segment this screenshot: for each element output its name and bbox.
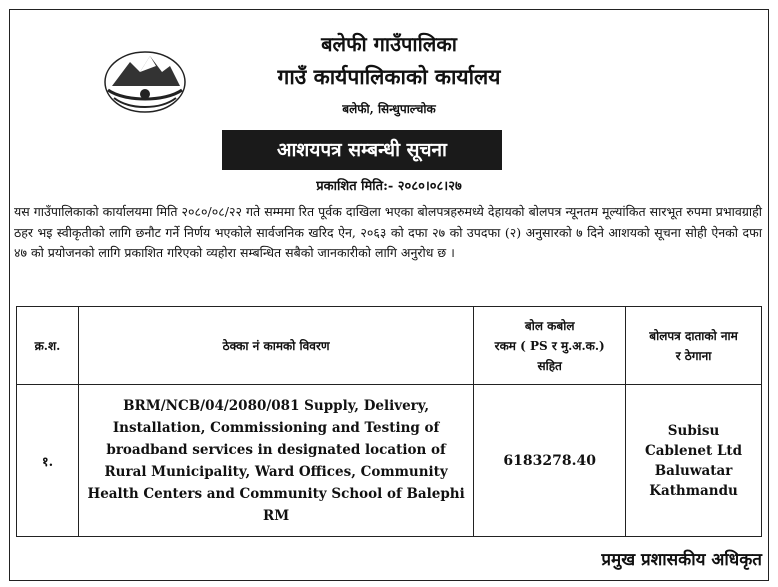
row-description: BRM/NCB/04/2080/081 Supply, Delivery, Installation, Commissioning and Testing of broadband services in designated location of Rural Municipality, Ward Offices, Community Health Centers and Community School of Balephi RM — [78, 385, 473, 537]
header-serial-number: क्र.श. — [17, 307, 79, 385]
header-bidder-line1: बोलपत्र दाताको नाम — [649, 328, 738, 343]
row-serial-number: १. — [17, 385, 79, 537]
municipality-name: बलेफी गाउँपालिका — [321, 32, 457, 56]
signatory-title: प्रमुख प्रशासकीय अधिकृत — [601, 550, 762, 570]
row-amount: 6183278.40 — [474, 385, 626, 537]
row-bidder: Subisu Cablenet Ltd Baluwatar Kathmandu — [626, 385, 762, 537]
header-amount-line2: रकम ( PS र मु.अ.क.) — [494, 338, 605, 353]
header-amount — [474, 307, 626, 385]
office-name: गाउँ कार्यपालिकाको कार्यालय — [277, 64, 501, 89]
office-address: बलेफी, सिन्धुपाल्चोक — [342, 102, 436, 116]
published-date: प्रकाशित मिति:- २०८०।०८।२७ — [316, 179, 462, 194]
header-bidder-line2: र ठेगाना — [675, 348, 712, 363]
table-row — [17, 385, 762, 537]
header-amount-line3: सहित — [537, 358, 562, 373]
notice-body: यस गाउँपालिकाको कार्यालयमा मिति २०८०/०८/२२ गते सम्ममा रित पूर्वक दाखिला भएका बोलपत्रहरुमध्ये देहायको बोलपत्र न्यूनतम मूल्यांकित सारभूत रुपमा प्रभावग्राही ठहर भइ स्वीकृतीको लागि छनौट गर्ने निर्णय भएकोले सार्वजनिक खरिद ऐन, २०६३ को दफा २७ को उपदफा (२) अनुसारको ७ दिने आशयको सूचना सोही ऐनको दफा ४७ को प्रयोजनको लागि प्रकाशित गरिएको व्यहोरा सम्बन्धित सबैको जानकारीको लागि अनुरोध छ । — [14, 204, 762, 260]
header-amount-line1: बोल कबोल — [524, 318, 575, 333]
header-bidder — [626, 307, 762, 385]
table-header-row — [17, 307, 762, 385]
notice-title: आशयपत्र सम्बन्धी सूचना — [222, 130, 502, 170]
header-description: ठेक्का नं कामको विवरण — [78, 307, 473, 385]
award-table — [16, 306, 762, 537]
